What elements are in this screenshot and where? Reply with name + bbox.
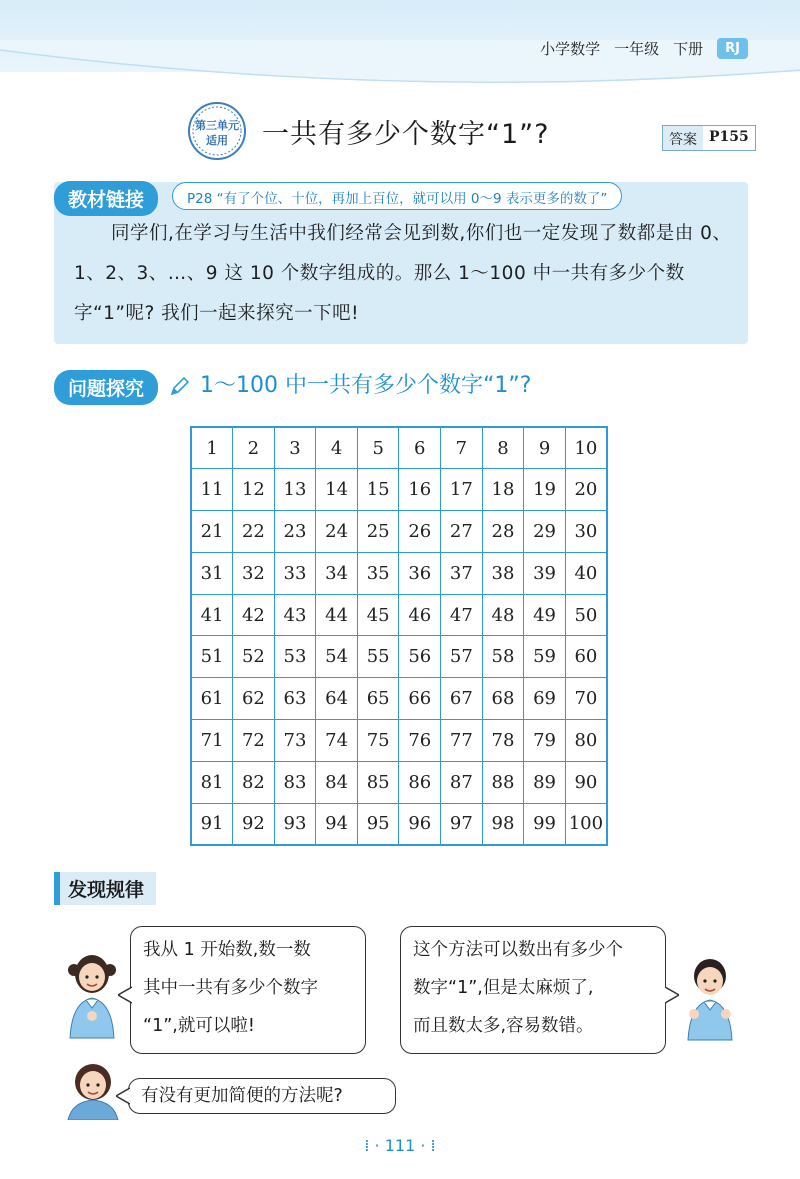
grid-cell: 87 bbox=[441, 761, 483, 803]
grid-cell: 33 bbox=[274, 552, 316, 594]
grid-cell: 7 bbox=[441, 427, 483, 469]
grid-cell: 19 bbox=[524, 469, 566, 511]
grid-cell: 62 bbox=[233, 678, 275, 720]
grid-cell: 1 bbox=[191, 427, 233, 469]
teacher-speech-bubble bbox=[128, 1078, 396, 1114]
grid-cell: 45 bbox=[357, 594, 399, 636]
grid-cell: 5 bbox=[357, 427, 399, 469]
grid-row bbox=[191, 636, 607, 678]
grid-cell: 4 bbox=[316, 427, 358, 469]
grid-cell: 58 bbox=[482, 636, 524, 678]
grid-cell: 66 bbox=[399, 678, 441, 720]
grid-row bbox=[191, 678, 607, 720]
discover-rule-tag: 发现规律 bbox=[54, 872, 156, 905]
grid-cell: 70 bbox=[565, 678, 607, 720]
grid-cell: 42 bbox=[233, 594, 275, 636]
textbook-reference: P28 “有了个位、十位，再加上百位，就可以用 0～9 表示更多的数了” bbox=[172, 182, 622, 210]
grid-cell: 83 bbox=[274, 761, 316, 803]
grid-cell: 24 bbox=[316, 511, 358, 553]
girl-speech-bubble bbox=[130, 926, 366, 1054]
grid-cell: 51 bbox=[191, 636, 233, 678]
grid-cell: 55 bbox=[357, 636, 399, 678]
grid-row bbox=[191, 720, 607, 762]
grid-cell: 95 bbox=[357, 803, 399, 845]
grid-cell: 76 bbox=[399, 720, 441, 762]
header-grade: 一年级 bbox=[614, 40, 660, 58]
grid-cell: 21 bbox=[191, 511, 233, 553]
grid-cell: 47 bbox=[441, 594, 483, 636]
grid-cell: 92 bbox=[233, 803, 275, 845]
grid-cell: 15 bbox=[357, 469, 399, 511]
grid-cell: 12 bbox=[233, 469, 275, 511]
grid-cell: 57 bbox=[441, 636, 483, 678]
grid-cell: 98 bbox=[482, 803, 524, 845]
grid-cell: 96 bbox=[399, 803, 441, 845]
unit-stamp bbox=[186, 100, 248, 162]
grid-cell: 8 bbox=[482, 427, 524, 469]
grid-cell: 3 bbox=[274, 427, 316, 469]
grid-cell: 73 bbox=[274, 720, 316, 762]
grid-cell: 82 bbox=[233, 761, 275, 803]
textbook-link-tag: 教材链接 bbox=[54, 181, 158, 216]
grid-cell: 43 bbox=[274, 594, 316, 636]
grid-cell: 36 bbox=[399, 552, 441, 594]
boy-speech-line2: 数字“1”,但是太麻烦了, bbox=[413, 978, 594, 998]
grid-cell: 56 bbox=[399, 636, 441, 678]
grid-cell: 74 bbox=[316, 720, 358, 762]
grid-cell: 34 bbox=[316, 552, 358, 594]
grid-cell: 80 bbox=[565, 720, 607, 762]
grid-cell: 25 bbox=[357, 511, 399, 553]
grid-cell: 52 bbox=[233, 636, 275, 678]
grid-cell: 22 bbox=[233, 511, 275, 553]
grid-row bbox=[191, 552, 607, 594]
grid-cell: 61 bbox=[191, 678, 233, 720]
pencil-icon bbox=[168, 374, 192, 398]
intro-paragraph: 同学们,在学习与生活中我们经常会见到数,你们也一定发现了数都是由 0、1、2、3、…、9 这 10 个数字组成的。那么 1～100 中一共有多少个数字“1”呢? 我们一起来探究一下吧! bbox=[74, 223, 732, 324]
grid-cell: 53 bbox=[274, 636, 316, 678]
grid-cell: 32 bbox=[233, 552, 275, 594]
grid-cell: 29 bbox=[524, 511, 566, 553]
boy-bubble-tail bbox=[665, 985, 679, 1005]
girl-student-avatar bbox=[62, 950, 122, 1040]
girl-bubble-tail bbox=[118, 985, 132, 1005]
grid-cell: 38 bbox=[482, 552, 524, 594]
page-number-right-ornament: · ⁞ bbox=[420, 1136, 436, 1155]
grid-cell: 94 bbox=[316, 803, 358, 845]
grid-cell: 77 bbox=[441, 720, 483, 762]
grid-cell: 18 bbox=[482, 469, 524, 511]
grid-cell: 68 bbox=[482, 678, 524, 720]
grid-cell: 49 bbox=[524, 594, 566, 636]
boy-speech-line3: 而且数太多,容易数错。 bbox=[413, 1016, 594, 1036]
grid-cell: 46 bbox=[399, 594, 441, 636]
girl-speech-line2: 其中一共有多少个数字 bbox=[143, 978, 318, 998]
grid-cell: 59 bbox=[524, 636, 566, 678]
grid-cell: 41 bbox=[191, 594, 233, 636]
grid-cell: 99 bbox=[524, 803, 566, 845]
grid-cell: 2 bbox=[233, 427, 275, 469]
grid-cell: 81 bbox=[191, 761, 233, 803]
grid-cell: 63 bbox=[274, 678, 316, 720]
grid-row bbox=[191, 803, 607, 845]
grid-cell: 67 bbox=[441, 678, 483, 720]
grid-cell: 86 bbox=[399, 761, 441, 803]
grid-cell: 65 bbox=[357, 678, 399, 720]
grid-cell: 64 bbox=[316, 678, 358, 720]
grid-cell: 40 bbox=[565, 552, 607, 594]
grid-cell: 28 bbox=[482, 511, 524, 553]
grid-cell: 44 bbox=[316, 594, 358, 636]
grid-cell: 16 bbox=[399, 469, 441, 511]
grid-cell: 14 bbox=[316, 469, 358, 511]
grid-cell: 13 bbox=[274, 469, 316, 511]
page-number-value: 111 bbox=[384, 1136, 416, 1155]
grid-cell: 17 bbox=[441, 469, 483, 511]
boy-student-avatar bbox=[680, 954, 740, 1042]
teacher-speech-text: 有没有更加简便的方法呢? bbox=[141, 1086, 343, 1106]
grid-cell: 60 bbox=[565, 636, 607, 678]
grid-cell: 37 bbox=[441, 552, 483, 594]
grid-cell: 85 bbox=[357, 761, 399, 803]
teacher-bubble-tail bbox=[116, 1086, 130, 1106]
grid-cell: 9 bbox=[524, 427, 566, 469]
grid-cell: 30 bbox=[565, 511, 607, 553]
grid-cell: 39 bbox=[524, 552, 566, 594]
inquiry-tag: 问题探究 bbox=[54, 370, 158, 405]
teacher-avatar bbox=[64, 1060, 122, 1120]
grid-cell: 91 bbox=[191, 803, 233, 845]
grid-cell: 78 bbox=[482, 720, 524, 762]
grid-cell: 88 bbox=[482, 761, 524, 803]
grid-cell: 6 bbox=[399, 427, 441, 469]
grid-cell: 89 bbox=[524, 761, 566, 803]
grid-cell: 84 bbox=[316, 761, 358, 803]
boy-speech-line1: 这个方法可以数出有多少个 bbox=[413, 940, 623, 960]
grid-cell: 50 bbox=[565, 594, 607, 636]
grid-cell: 79 bbox=[524, 720, 566, 762]
grid-cell: 31 bbox=[191, 552, 233, 594]
grid-cell: 26 bbox=[399, 511, 441, 553]
stamp-line1: 第三单元 bbox=[195, 119, 239, 132]
grid-cell: 93 bbox=[274, 803, 316, 845]
grid-cell: 54 bbox=[316, 636, 358, 678]
boy-speech-bubble bbox=[400, 926, 666, 1054]
grid-cell: 90 bbox=[565, 761, 607, 803]
grid-row bbox=[191, 427, 607, 469]
grid-cell: 69 bbox=[524, 678, 566, 720]
grid-cell: 48 bbox=[482, 594, 524, 636]
page-number bbox=[0, 1136, 800, 1155]
answer-reference bbox=[662, 125, 756, 151]
grid-cell: 75 bbox=[357, 720, 399, 762]
answer-page: P155 bbox=[703, 126, 755, 150]
grid-cell: 10 bbox=[565, 427, 607, 469]
header-book-info bbox=[540, 38, 748, 59]
inquiry-question: 1～100 中一共有多少个数字“1”? bbox=[200, 373, 532, 398]
grid-cell: 72 bbox=[233, 720, 275, 762]
lesson-title: 一共有多少个数字“1”? bbox=[262, 119, 550, 150]
girl-speech-line1: 我从 1 开始数,数一数 bbox=[143, 940, 311, 960]
grid-row bbox=[191, 511, 607, 553]
grid-row bbox=[191, 594, 607, 636]
grid-cell: 27 bbox=[441, 511, 483, 553]
grid-cell: 100 bbox=[565, 803, 607, 845]
stamp-line2: 适用 bbox=[206, 134, 228, 147]
grid-cell: 97 bbox=[441, 803, 483, 845]
answer-label: 答案 bbox=[663, 126, 703, 150]
grid-cell: 11 bbox=[191, 469, 233, 511]
edition-badge: RJ bbox=[717, 38, 748, 59]
girl-speech-line3: “1”,就可以啦! bbox=[143, 1016, 255, 1036]
grid-cell: 23 bbox=[274, 511, 316, 553]
hundred-number-grid bbox=[190, 426, 608, 846]
grid-cell: 35 bbox=[357, 552, 399, 594]
grid-row bbox=[191, 761, 607, 803]
header-volume: 下册 bbox=[673, 40, 704, 58]
grid-row bbox=[191, 469, 607, 511]
grid-cell: 20 bbox=[565, 469, 607, 511]
page-number-left-ornament: ⁞ · bbox=[364, 1136, 380, 1155]
header-subject: 小学数学 bbox=[540, 40, 601, 58]
grid-cell: 71 bbox=[191, 720, 233, 762]
